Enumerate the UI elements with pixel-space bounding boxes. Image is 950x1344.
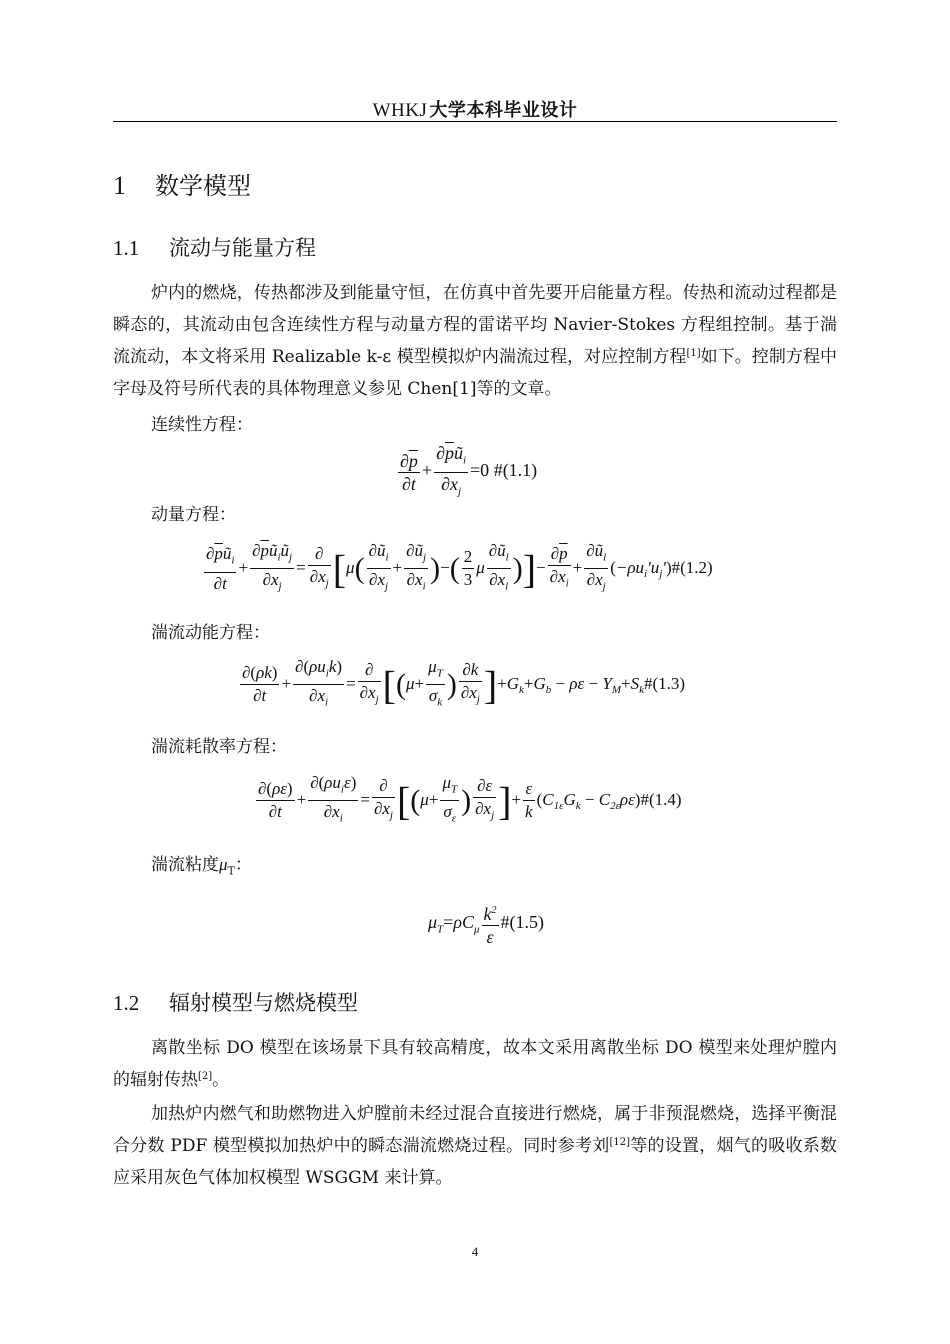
section-title: 辐射模型与燃烧模型 — [169, 991, 358, 1015]
paragraph-text: 离散坐标 DO 模型在该场景下具有较高精度，故本文采用离散坐标 DO 模型来处理炉膛内的辐射传热 — [113, 1038, 837, 1090]
equation-tag: #(1.3) — [643, 673, 686, 693]
equation-fraction: $\frac{\partial\overline{p}ũ_i}{\partial x_j}$ — [436, 443, 467, 498]
paragraph-flow-energy — [113, 277, 837, 405]
tke-label: 湍流动能方程： — [151, 623, 270, 643]
paragraph-text: 加热炉内燃气和助燃物进入炉膛前未经过混合直接进行燃烧，属于非预混燃烧，选择平衡混合分数 PDF 模型模拟加热炉中的瞬态湍流燃烧过程。同时参考刘 — [113, 1104, 837, 1156]
equation-1-4: $\frac{\partial(\rho\varepsilon)}{\partial t}$ + $\frac{\partial(\rho u_i\varepsilon)}{\partial x_i}$ = $\frac{\partial}{\partial x_j}$ [(μ+ $\frac{\mu_T}{\sigma_\varepsilon}$ ) $\frac{\partial\varepsilon}{\partial x_j}$ ]+ $\frac{\varepsilon}{k}$ ($C_{1\varepsilon}G_k$ − $C_{2\varepsilon}\rho\varepsilon)\#(1.4)$ — [258, 773, 682, 825]
paragraph-text: 。 — [212, 1070, 230, 1090]
momentum-label: 动量方程： — [151, 505, 236, 525]
equation-fraction: $\frac{\partial\overline{p}}{\partial t}$ — [400, 450, 418, 494]
paragraph-text: 炉内的燃烧，传热都涉及到能量守恒，在仿真中首先要开启能量方程。传热和流动过程都是瞬态的，其流动由包含连续性方程与动量方程的雷诺平均 Navier-Stokes 方程组控制。基于湍流流动，本文将采用 Realizable k-ε 模型模拟炉内湍流过程，对应控制方程 — [113, 283, 837, 367]
viscosity-subscript: T — [227, 864, 235, 878]
equation-tag: #(1.4) — [640, 789, 682, 809]
paragraph-combustion — [113, 1098, 837, 1194]
section-number: 1.2 — [113, 991, 140, 1015]
paragraph-radiation — [113, 1032, 837, 1096]
citation-ref: [12] — [609, 1137, 631, 1148]
equation-tag: #(1.1) — [493, 460, 538, 481]
section-title: 流动与能量方程 — [169, 236, 316, 260]
chapter-heading — [113, 166, 251, 201]
paragraph-text: 如下。控制方程中字母及符号所代表的具体物理意义参见 Chen[1]等的文章。 — [113, 347, 837, 399]
header-rule — [113, 121, 837, 122]
viscosity-symbol: μ — [219, 855, 228, 874]
page-number: 4 — [471, 1244, 479, 1259]
continuity-label: 连续性方程： — [151, 415, 253, 435]
equation-1-2: $\frac{\partial\overline{p}ũ_i}{\partial t}$ + $\frac{\partial\overline{p}ũ_iũ_j}{\partial x_j}$ = $\frac{\partial}{\partial x_j}$ [μ( $\frac{\partial ũ_i}{\partial x_j}$ + $\frac{\partial ũ_j}{\partial x_i}$ )−( $\frac{2}{3}$ μ $\frac{\partial ũ_l}{\partial x_l}$ )]− $\frac{\partial\overline{p}}{\partial x_i}$ + $\frac{\partial ũ_l}{\partial x_j}$ $(-\rho u_i'u_j')\#(1.2)$ — [206, 541, 713, 593]
equation-1-3: $\frac{\partial(\rho k)}{\partial t}$ + $\frac{\partial(\rho u_ik)}{\partial x_i}$ = $\frac{\partial}{\partial x_j}$ [(μ+ $\frac{\mu_T}{\sigma_k}$ ) $\frac{\partial k}{\partial x_j}$ ]$+G_k+G_b - \rho\varepsilon$ − $Y_M+S_k\#(1.3)$ — [242, 657, 686, 709]
header-title: 大学本科毕业设计 — [429, 100, 578, 121]
chapter-number: 1 — [113, 171, 126, 200]
equation-1-1: $\frac{\partial\overline{p}}{\partial t}$ + $\frac{\partial\overline{p}ũ_i}{\partial x_j}$ =0 #(1.1) — [396, 442, 537, 502]
section-heading-1-1 — [113, 232, 316, 262]
viscosity-colon: ： — [234, 855, 252, 875]
citation-ref: [2] — [198, 1071, 213, 1082]
equation-1-5: $\mu_T=\rho C_\mu$ $\frac{k^2}{\varepsilon}$ #(1.5) — [428, 900, 544, 948]
section-number: 1.1 — [113, 236, 140, 260]
viscosity-label-text: 湍流粘度 — [151, 855, 219, 875]
dissipation-label: 湍流耗散率方程： — [151, 737, 287, 757]
equation-tag: #(1.5) — [500, 912, 545, 933]
section-heading-1-2 — [113, 987, 358, 1017]
citation-ref: [1] — [686, 348, 701, 359]
viscosity-label — [151, 850, 252, 877]
equation-tag: #(1.2) — [671, 557, 713, 577]
header-school: WHKJ — [372, 100, 428, 121]
chapter-title: 数学模型 — [155, 172, 251, 200]
paragraph-text: 等的设置，烟气的吸收系数应采用灰色气体加权模型 WSGGM 来计算。 — [113, 1136, 838, 1188]
page-header — [113, 96, 837, 122]
